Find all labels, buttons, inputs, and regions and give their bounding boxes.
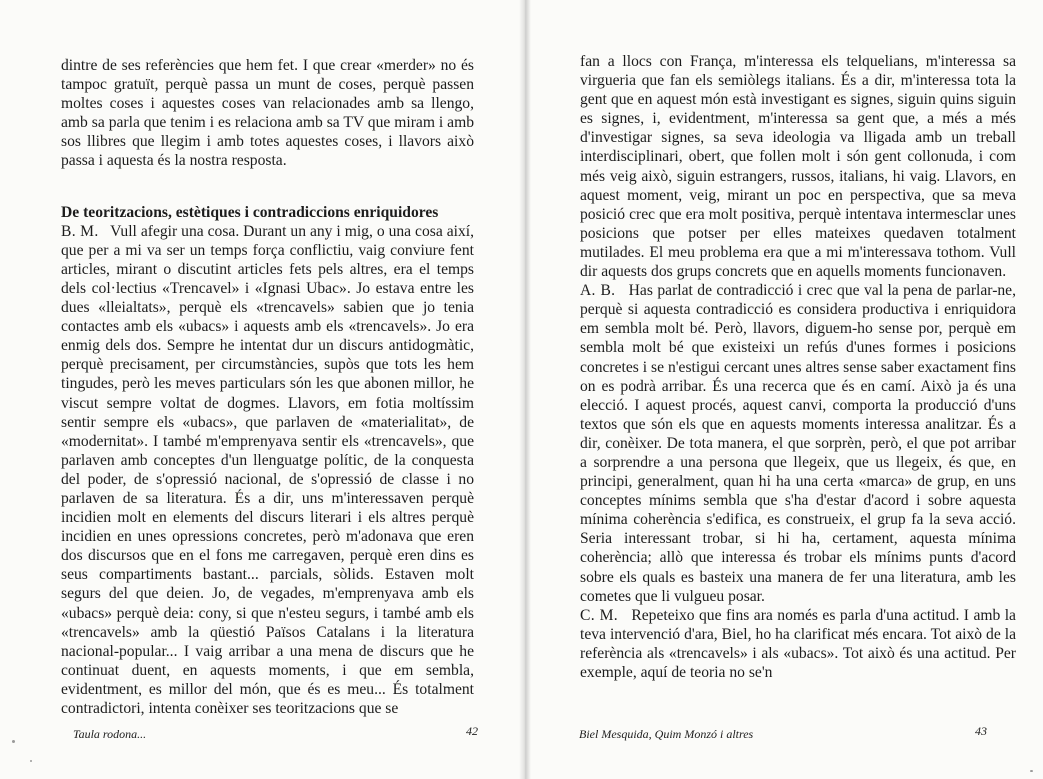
left-paragraph-2-text: Vull afegir una cosa. Durant un any i mig, o una cosa així, que per a mi va ser un temps força conflictiu, vaig conviure fent articles, mirant o discutint articles fets pels altres, era el temps dels col·lectius «Trencavel» i «Ignasi Ubac». Jo estava entre les dues «lleialtats», perquè els «trencavels» sabien que jo tenia contactes amb els «ubacs» i aquests amb els «trencavels». Jo era enmig dels dos. Sempre he intentat dur un discurs antidogmàtic, perquè precisament, per circumstàncies, supòs que tots les hem tingudes, però les meves particulars són les que abonen millor, he viscut sempre voltat de dogmes. Llavors, em fotia moltíssim sentir sempre els «ubacs», que parlaven de «materialitat», de «modernitat». I també m'emprenyava sentir els «trencavels», que parlaven amb conceptes d'un llenguatge polític, de la conquesta del poder, de s'opressió nacional, de s'opressió de classe i no parlaven de sa literatura. És a dir, uns m'interessaven perquè incidien molt en elements del discurs literari i els altres perquè incidien en unes opressions concretes, però m'adonava que eren dos discursos que en el fons me carregaven, perquè eren dins es seus compartiments bastant... parcials, sòlids. Estaven molt segurs del que deien. Jo, de vegades, m'emprenyava amb els «ubacs» perquè deia: cony, si que n'esteu segurs, i també amb els «trencavels» amb la qüestió Països Catalans i la literatura nacional-popular... I vaig arribar a una mena de discurs que he continuat duent, en aquests moments, i que em sembla, evidentment, es millor del món, que és es meu... És totalment contradictori, intenta conèixer ses teoritzacions que se	[61, 222, 474, 717]
left-paragraph-1: dintre de ses referències que hem fet. I que crear «merder» no és tampoc gratuït, perquè passa un munt de coses, perquè passen moltes coses i aquestes coses van relacionades amb sa llengo, amb sa parla que tenim i es relaciona amb sa TV que miram i amb sos llibres que llegim i amb totes aquestes coses, i llavors això passa i aquesta és la nostra resposta.	[61, 57, 474, 170]
page-number-left: 42	[466, 724, 478, 738]
right-paragraph-3	[580, 606, 1016, 682]
right-page	[530, 0, 1043, 779]
right-text-column	[580, 52, 1016, 682]
speaker-label: C. M.	[580, 606, 619, 624]
running-footer-left: Taula rodona...	[73, 727, 147, 741]
scan-speck	[12, 740, 15, 743]
scan-speck	[1030, 770, 1033, 772]
right-paragraph-3-text: Repeteixo que fins ara només es parla d'una actitud. I amb la teva intervenció d'ara, Biel, ho ha clarificat més encara. Tot això de la referència als «trencavels» i als «ubacs». Tot això és una actitud. Per exemple, aquí de teoria no se'n	[580, 606, 1016, 681]
left-paragraph-2	[61, 222, 474, 718]
left-text-column	[61, 56, 474, 718]
running-footer-right: Biel Mesquida, Quim Monzó i altres	[579, 727, 754, 741]
left-page	[0, 0, 520, 779]
section-heading: De teoritzacions, estètiques i contradiccions enriquidores	[61, 203, 439, 221]
scan-speck	[30, 760, 32, 762]
speaker-label: A. B.	[580, 282, 616, 300]
right-paragraph-2	[580, 281, 1016, 606]
page-number-right: 43	[975, 724, 987, 738]
right-paragraph-2-text: Has parlat de contradicció i crec que val la pena de parlar-ne, perquè si aquesta contradicció es considera productiva i enriquidora em sembla molt bé. Però, llavors, diguem-ho sense por, perquè em sembla molt bé que existeixi un refús d'unes formes i posicions concretes i se n'estigui cercant unes altres sense saber exactament fins on es podrà arribar. És una recerca que és en camí. Això ja és una elecció. I aquest procés, aquest canvi, comporta la producció d'uns textos que són els que en aquests moments interessa analitzar. És a dir, conèixer. De tota manera, el que sorprèn, però, el que pot arribar a sorprendre a una persona que llegeix, que us llegeix, és que, en principi, generalment, quan hi ha una certa «marca» de grup, en uns conceptes mínims sembla que s'ha d'estar d'acord i sobre aquesta mínima coherència s'edifica, es construeix, el grup fa la seva acció. Seria interessant trobar, si hi ha, certament, aquesta mínima coherència; allò que interessa és trobar els mínims punts d'acord sobre els quals es basteix una manera de fer una literatura, amb les cometes que li vulgueu posar.	[580, 282, 1016, 605]
right-paragraph-1: fan a llocs con França, m'interessa els telquelians, m'interessa sa virgueria que fan els semiòlegs italians. És a dir, m'interessa tota la gent que en aquest món està investigant es signes, siguin quins siguin es signes, i, evidentment, m'interessa sa gent que, a més a més d'investigar signes, sa seva ideologia va lligada amb un treball interdisciplinari, obert, que follen molt i són gent collonuda, i com més veig això, siguin estrangers, russos, italians, hi vaig. Llavors, en aquest moment, veig, mirant un poc en perspectiva, que sa meva posició crec que era molt positiva, perquè intentava intermesclar unes posicions que potser per elles mateixes quedaven totalment mutilades. El meu problema era que a mi m'interessava tothom. Vull dir aquests dos grups concrets que en aquells moments funcionaven.	[580, 53, 1016, 281]
speaker-label: B. M.	[61, 222, 99, 240]
